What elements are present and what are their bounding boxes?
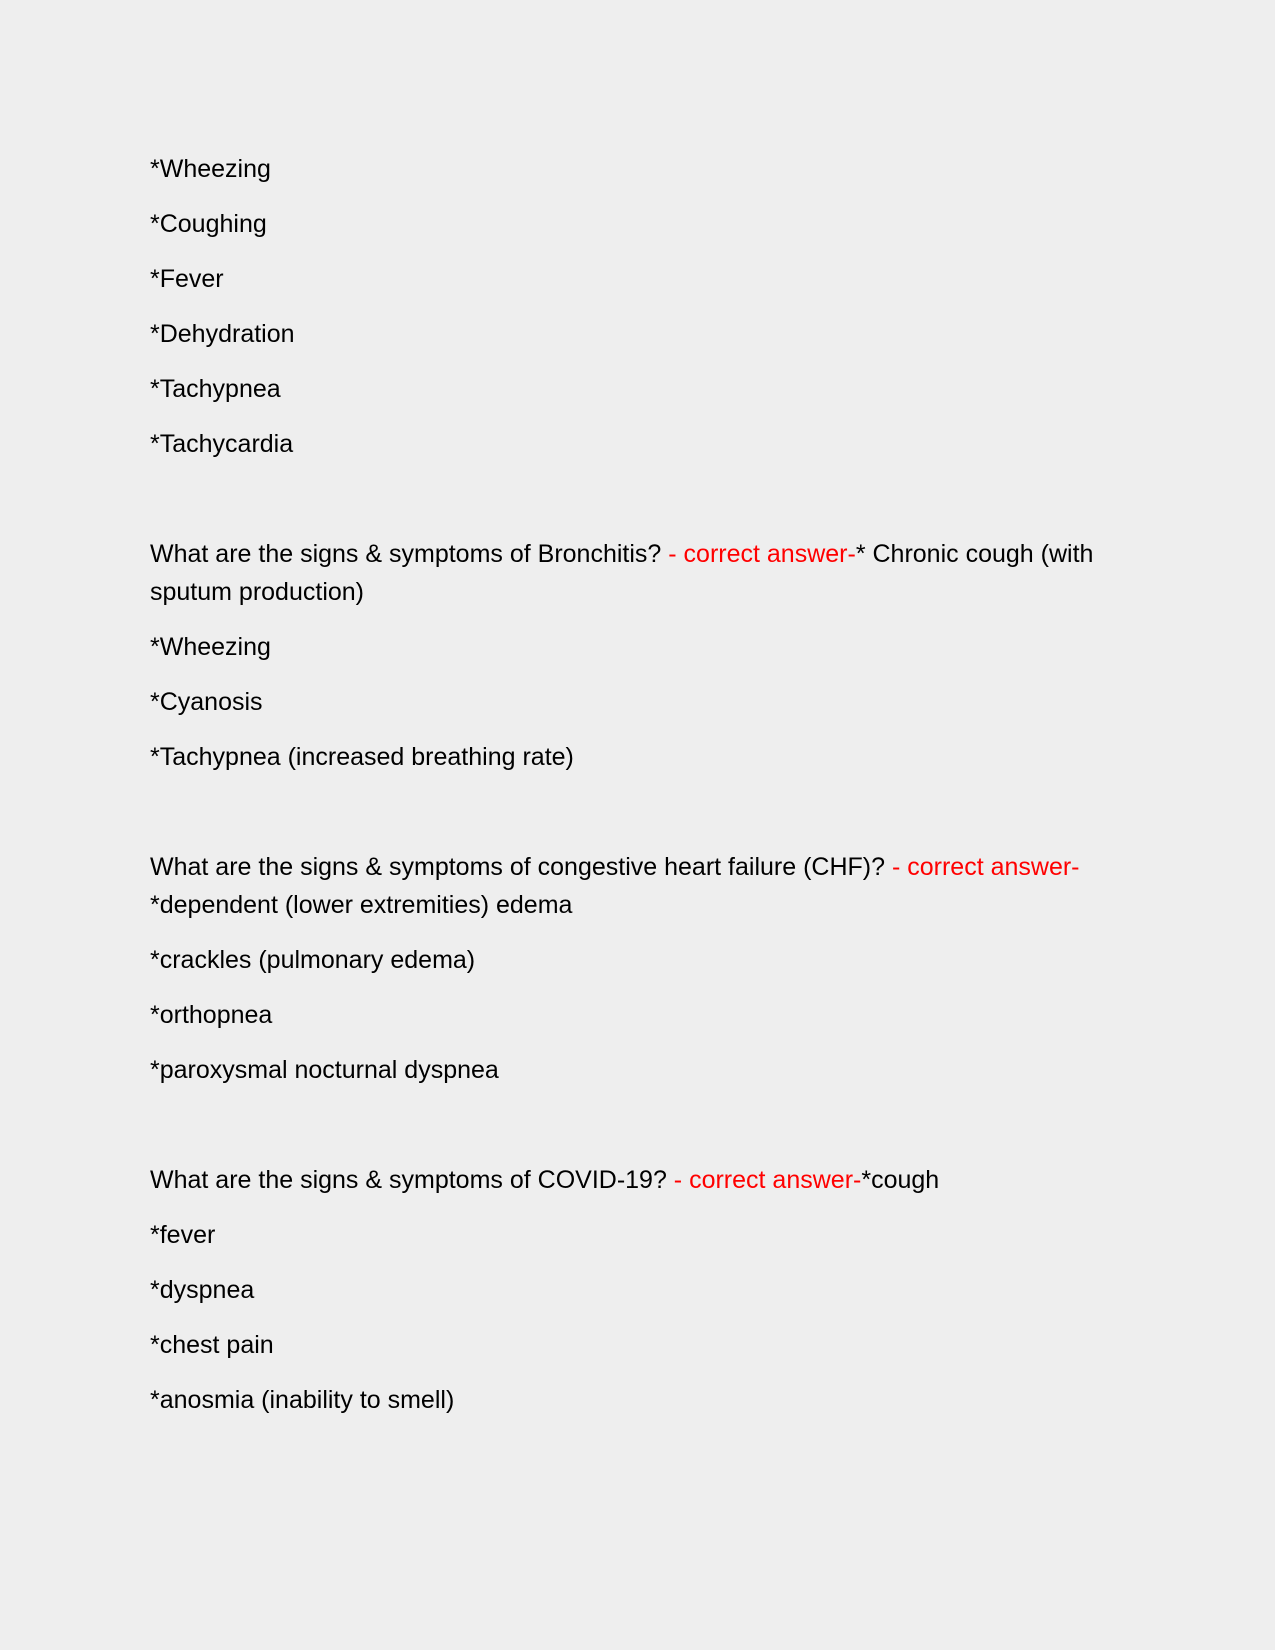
list-item: *Tachypnea (increased breathing rate) <box>150 743 574 771</box>
list-item: *Wheezing <box>150 633 271 661</box>
list-item: *orthopnea <box>150 1001 273 1029</box>
list-item: *crackles (pulmonary edema) <box>150 946 476 974</box>
question-text: What are the signs & symptoms of Bronchitis? <box>150 540 662 568</box>
answer-text: *dependent (lower extremities) edema <box>150 891 573 919</box>
question-line <box>150 1161 1125 1199</box>
answer-text: *cough <box>861 1166 940 1194</box>
bronchitis-qa <box>150 535 1125 776</box>
correct-answer-marker: - correct answer- <box>661 540 856 568</box>
list-item: *fever <box>150 1221 216 1249</box>
list-item: *anosmia (inability to smell) <box>150 1386 455 1414</box>
document-page <box>150 150 1125 1436</box>
list-item: *chest pain <box>150 1331 274 1359</box>
list-item: *Tachypnea <box>150 375 281 403</box>
answer-text: * Chronic cough (with sputum production) <box>150 540 1094 606</box>
list-item: *Cyanosis <box>150 688 263 716</box>
list-item: *Coughing <box>150 210 267 238</box>
list-item: *paroxysmal nocturnal dyspnea <box>150 1056 499 1084</box>
question-line <box>150 535 1125 611</box>
question-line <box>150 848 1125 924</box>
correct-answer-marker: - correct answer- <box>885 853 1080 881</box>
correct-answer-marker: - correct answer- <box>666 1166 862 1194</box>
covid-qa <box>150 1161 1125 1419</box>
question-text: What are the signs & symptoms of COVID-19? <box>150 1166 667 1194</box>
question-text: What are the signs & symptoms of congestive heart failure (CHF)? <box>150 853 886 881</box>
list-item: *Dehydration <box>150 320 295 348</box>
chf-qa <box>150 848 1125 1089</box>
list-item: *Fever <box>150 265 224 293</box>
list-item: *dyspnea <box>150 1276 255 1304</box>
symptom-list-continued <box>150 150 1125 463</box>
list-item: *Wheezing <box>150 155 271 183</box>
list-item: *Tachycardia <box>150 430 294 458</box>
